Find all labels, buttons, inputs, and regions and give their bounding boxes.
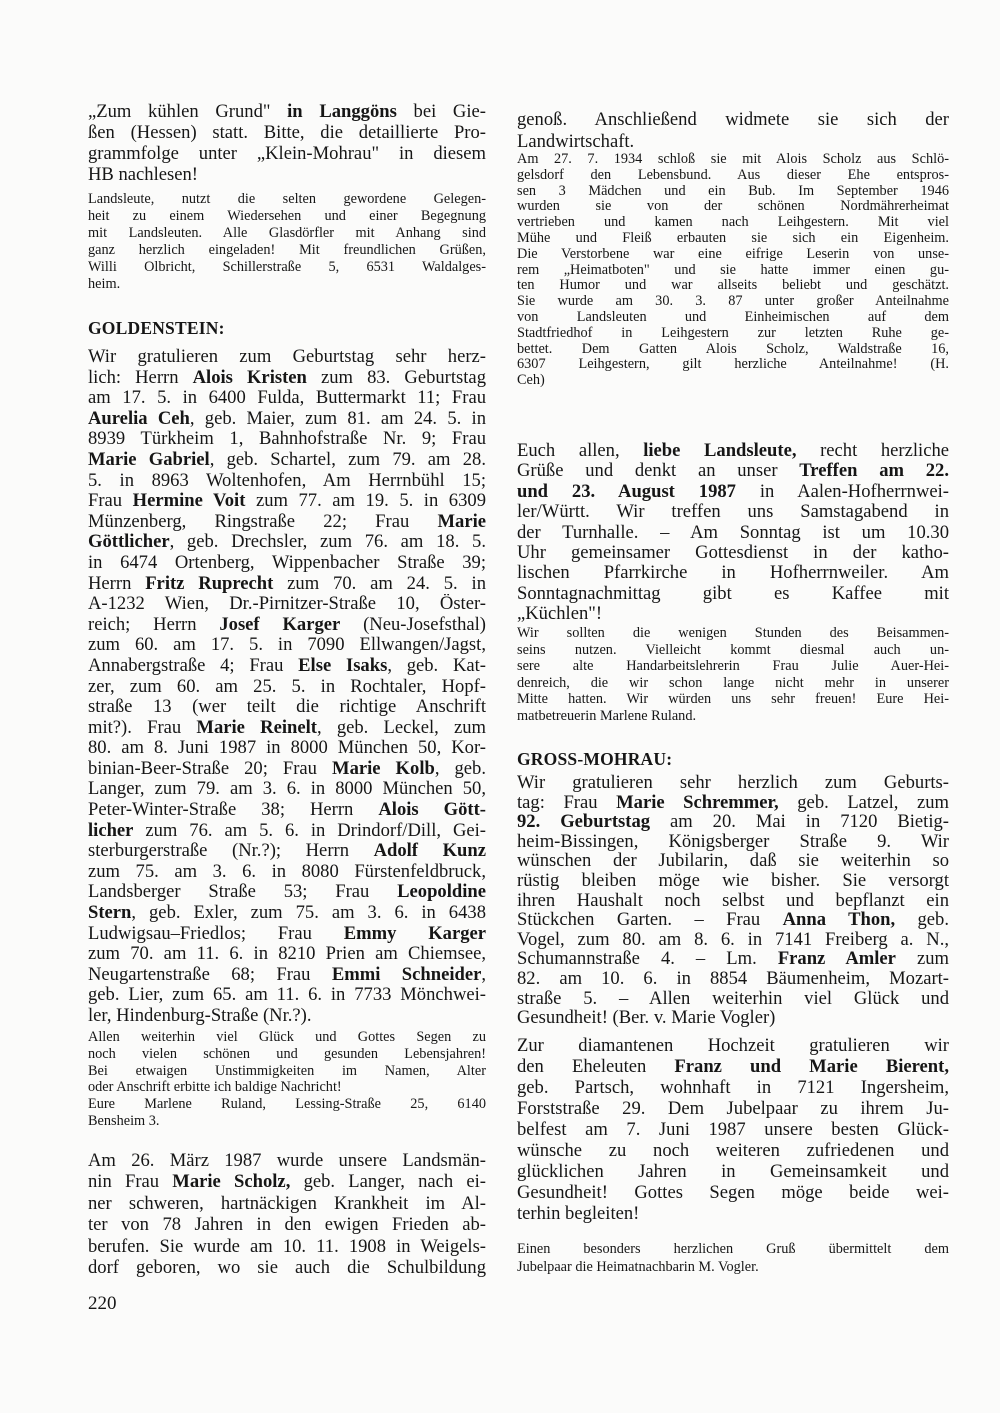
text-line [517, 342, 949, 358]
text-line [88, 347, 486, 368]
text-run: Grüße und denkt an unser [517, 461, 800, 482]
text-run: zum 60. am 17. 5. in 7090 Ellwangen/Jagst, [88, 635, 486, 656]
bold-name: Leopoldine [397, 882, 486, 903]
text-run: Euch allen, [517, 441, 644, 461]
obituary-continuation [517, 109, 949, 152]
text-run: zum 83. Geburtstag [306, 367, 486, 388]
bold-name: und 23. August 1987 [517, 481, 736, 502]
text-run: , geb. Maier, zum 81. am 24. 5. in [189, 408, 486, 429]
text-run: recht herzliche [796, 441, 949, 461]
bold-name: Emmi Schneider [331, 964, 482, 985]
text-run: sen 3 Mädchen und ein Bub. Im September 1946 [517, 183, 949, 199]
text-line [517, 152, 949, 168]
text-line [517, 168, 949, 184]
text-run: ßen (Hessen) statt. Bitte, die detaillierte Pro- [88, 122, 486, 143]
text-run: straße 13 (wer teilt die richtige Anschrift [88, 697, 486, 718]
text-line [88, 532, 486, 553]
text-run: wünschen der Jubilarin, daß sie weiterhin so [517, 851, 949, 871]
text-line [88, 594, 486, 615]
text-line [517, 1119, 949, 1140]
text-run: Landwirtschaft. [517, 130, 635, 152]
bold-name: Marie Schremmer, [616, 792, 779, 813]
bold-name: 92. Geburtstag [517, 812, 651, 832]
text-run: Ceh) [517, 373, 545, 389]
bold-name: in Langgöns [287, 101, 397, 122]
text-run: Sonntagnachmittag gibt es Kaffee mit [517, 583, 949, 604]
bold-name: Alois Gött- [378, 800, 486, 821]
text-run: Gesundheit! Gottes Segen möge beide wei- [517, 1182, 949, 1203]
text-line [517, 543, 949, 563]
text-line [517, 1077, 949, 1098]
bold-name: Emmy Karger [343, 923, 486, 944]
text-run: Bei etwaigen Unstimmigkeiten im Namen, Alter [88, 1062, 486, 1079]
text-line [88, 143, 486, 164]
bold-name: Franz und Marie Bierent, [674, 1056, 949, 1077]
text-line [88, 553, 486, 574]
bold-name: Fritz Ruprecht [145, 573, 274, 594]
text-line [88, 1046, 486, 1063]
text-line [517, 1182, 949, 1203]
text-run: Forststraße 29. Dem Jubelpaar zu ihrem Ju- [517, 1098, 949, 1119]
text-line [88, 800, 486, 821]
text-line [88, 635, 486, 656]
text-line [88, 409, 486, 430]
text-line [88, 903, 486, 924]
text-run: Eure Marlene Ruland, Lessing-Straße 25, 6140 [88, 1096, 486, 1113]
text-run: am 20. Mai in 7120 Bietig- [650, 812, 949, 832]
text-run: sterburgerstraße (Nr.?); Herrn [88, 841, 374, 862]
bold-name: Marie Scholz, [172, 1171, 291, 1193]
text-line [517, 215, 949, 231]
text-run: , geb. Schartel, zum 79. am 28. [209, 449, 486, 470]
bold-name: Anna Thon, [782, 910, 896, 930]
text-line [88, 1236, 486, 1257]
text-line [88, 101, 486, 122]
text-line [517, 832, 949, 852]
text-run: zum 75. am 3. 6. in 8080 Fürstenfeldbruck, [88, 861, 486, 882]
text-run: seins nutzen. Vielleicht kommt diesmal auch un- [517, 641, 949, 658]
text-run: ihren Haushalt noch selbst und bepflanzt ein [517, 890, 949, 911]
text-run: mit Landsleuten. Alle Glasdörfler mit Anhang sind [88, 224, 486, 241]
bold-name: Josef Karger [219, 614, 341, 635]
text-line [88, 242, 486, 259]
text-run: geb. Latzel, zum [778, 792, 949, 813]
text-run: Langer, zum 79. am 3. 6. in 8000 München 50, [88, 779, 486, 800]
text-run: denreich, die wir schon lange nicht mehr in unserer [517, 674, 949, 691]
bold-name: Marie Kolb [332, 758, 435, 779]
text-line [88, 512, 486, 533]
text-run: , geb. Leckel, zum [316, 717, 486, 738]
text-line [517, 184, 949, 200]
meeting-announcement [517, 441, 949, 625]
text-run: zum 76. am 5. 6. in Drindorf/Dill, Gei- [133, 820, 486, 841]
text-line [517, 773, 949, 793]
text-line [517, 109, 949, 131]
bold-name: Treffen am 22. [799, 461, 949, 482]
bold-name: Göttlicher [88, 532, 170, 553]
text-line [88, 164, 486, 185]
text-run: bettet. Dem Gatten Alois Scholz, Waldstraße 16, [517, 341, 949, 357]
text-line [517, 231, 949, 247]
text-run: Jubelpaar die Heimatnachbarin M. Vogler. [517, 1258, 759, 1275]
text-run: dorf geboren, wo sie auch die Schulbildung [88, 1257, 486, 1279]
text-line [517, 502, 949, 522]
text-run: ler/Württ. Wir treffen uns Samstagabend in [517, 502, 949, 523]
text-run: 5. in 8963 Woltenhofen, Am Herrnbühl 15; [88, 470, 486, 491]
text-run: Annabergstraße 4; Frau [88, 655, 299, 676]
text-line [517, 373, 949, 389]
bold-name: Marie Reinelt [196, 717, 317, 738]
text-line [517, 642, 949, 659]
text-run: „Küchlen"! [517, 604, 603, 625]
text-line [517, 812, 949, 832]
text-line [88, 1214, 486, 1235]
text-run: Wir sollten die wenigen Stunden des Beisammen- [517, 625, 949, 641]
text-line [517, 1098, 949, 1119]
section-heading-gross-mohrau: GROSS-MOHRAU: [517, 749, 673, 769]
text-line [88, 1029, 486, 1046]
text-line [88, 450, 486, 471]
bold-name: Hermine Voit [132, 491, 246, 512]
text-line [88, 1079, 486, 1096]
text-run: den Eheleuten [517, 1056, 675, 1077]
text-run: Zur diamantenen Hochzeit gratulieren wir [517, 1035, 949, 1056]
text-line [88, 924, 486, 945]
text-line [88, 677, 486, 698]
text-line [517, 604, 949, 624]
text-run: rüstig bleiben möge wie bisher. Sie versorgt [517, 870, 949, 891]
text-line [517, 563, 949, 583]
text-run: ten Humor und war allseits beliebt und geschätzt. [517, 278, 949, 294]
text-line [517, 969, 949, 989]
text-run: Vogel, zum 80. am 8. 6. in 7141 Freiberg a. N., [517, 929, 949, 950]
text-run: zum 77. am 19. 5. in 6309 [245, 491, 486, 512]
bold-name: Marie [437, 511, 486, 532]
text-line [88, 1171, 486, 1192]
text-run: rem „Heimatboten" und sie hatte immer einen gu- [517, 262, 949, 278]
text-run: grammfolge unter „Klein-Mohrau" in diesem [88, 143, 486, 164]
text-line [517, 278, 949, 294]
invitation-note [88, 191, 486, 292]
text-line [88, 862, 486, 883]
text-line [517, 930, 949, 950]
text-run: heit zu einem Wiedersehen und einer Begegnung [88, 207, 486, 224]
text-run: Neugartenstraße 68; Frau [88, 964, 332, 985]
text-run: Bensheim 3. [88, 1112, 160, 1129]
text-run: noch vielen schönen und gesunden Lebensjahren! [88, 1045, 486, 1062]
text-run: reich; Herrn [88, 614, 220, 635]
text-run: wünsche zu noch weiteren zufriedenen und [517, 1140, 949, 1161]
text-line [517, 1203, 949, 1224]
text-run: geb. Langer, nach ei- [290, 1171, 486, 1193]
bold-name: Franz Amler [777, 949, 896, 969]
text-line [517, 247, 949, 263]
text-run: Stückchen Garten. – Frau [517, 910, 783, 930]
text-run: terhin begleiten! [517, 1203, 640, 1224]
text-run: in Aalen-Hofherrnwei- [735, 481, 949, 502]
text-run: Schumannstraße 4. – Lm. [517, 949, 778, 969]
text-line [517, 1056, 949, 1077]
text-run: Landsleute, nutzt die selten gewordene Gelegen- [88, 191, 486, 207]
bold-name: Marie Gabriel [88, 449, 210, 470]
text-run: matbetreuerin Marlene Ruland. [517, 707, 697, 724]
text-line [88, 944, 486, 965]
birthday-list-gross-mohrau [517, 773, 949, 1028]
text-line [88, 1096, 486, 1113]
text-line [517, 523, 949, 543]
text-run: Mühe und Fleiß erbauten sie sich ein Eigenheim. [517, 230, 949, 246]
text-line [88, 1193, 486, 1214]
text-run: bei Gie- [396, 101, 486, 122]
text-run: A-1232 Wien, Dr.-Pirnitzer-Straße 10, Öster- [88, 594, 486, 615]
text-run: „Zum kühlen Grund" [88, 101, 288, 122]
text-run: vertrieben und kamen nach Leihgestern. Mit viel [517, 215, 949, 231]
bold-name: licher [88, 820, 134, 841]
text-run: Gesundheit! (Ber. v. Marie Vogler) [517, 1008, 776, 1028]
text-line [517, 891, 949, 911]
text-run: , [481, 964, 486, 985]
text-run: ter von 78 Jahren in den ewigen Frieden ab- [88, 1214, 486, 1236]
text-run: gelsdorf den Lebensbund. Aus dieser Ehe entspros- [517, 167, 949, 183]
text-line [88, 429, 486, 450]
text-line [517, 675, 949, 692]
text-line [88, 191, 486, 208]
text-run: straße 5. – Allen weiterhin viel Glück und [517, 988, 949, 1009]
text-run: ner schweren, hartnäckigen Krankheit im Al- [88, 1192, 486, 1214]
text-line [517, 949, 949, 969]
text-line [88, 1257, 486, 1278]
text-line [517, 910, 949, 930]
text-run: Uhr gemeinsamer Gottesdienst in der katho- [517, 543, 949, 564]
text-run: nin Frau [88, 1171, 173, 1193]
text-run: , geb. Exler, zum 75. am 3. 6. in 6438 [131, 903, 486, 924]
text-run: ler, Hindenburg-Straße (Nr.?). [88, 1006, 312, 1026]
text-line [88, 368, 486, 389]
text-line [517, 1008, 949, 1028]
text-line [517, 199, 949, 215]
page-number: 220 [88, 1293, 117, 1314]
text-line [88, 821, 486, 842]
text-line [517, 1241, 949, 1259]
text-run: Am 27. 7. 1934 schloß sie mit Alois Scholz aus Schlö- [517, 152, 949, 167]
text-run: belfest am 7. Juni 1987 unsere besten Glück- [517, 1119, 949, 1140]
text-line [88, 738, 486, 759]
text-run: sere alte Handarbeitslehrerin Frau Julie Auer-Hei- [517, 658, 949, 675]
obituary-details [517, 152, 949, 389]
bold-name: Adolf Kunz [373, 841, 486, 862]
text-run: Ludwigsau–Friedlos; Frau [88, 923, 344, 944]
text-line [88, 208, 486, 225]
text-run: Allen weiterhin viel Glück und Gottes Segen zu [88, 1029, 486, 1045]
bold-name: Else Isaks [298, 655, 388, 676]
meeting-note [517, 625, 949, 725]
anniversary-note [517, 1241, 949, 1276]
text-line [88, 965, 486, 986]
text-run: , geb. Kat- [387, 655, 486, 676]
text-run: Am 26. März 1987 wurde unsere Landsmän- [88, 1150, 486, 1171]
text-line [88, 697, 486, 718]
text-line [88, 985, 486, 1006]
text-run: berufen. Sie wurde am 10. 11. 1908 in Weigels- [88, 1235, 486, 1257]
text-line [517, 357, 949, 373]
text-line [517, 294, 949, 310]
text-run: HB nachlesen! [88, 164, 198, 185]
text-line [517, 691, 949, 708]
closing-note-goldenstein [88, 1029, 486, 1130]
text-line [88, 259, 486, 276]
text-line [517, 131, 949, 153]
text-run: Einen besonders herzlichen Gruß übermittelt dem [517, 1241, 949, 1257]
text-run: geb. Partsch, wohnhaft in 7121 Ingersheim, [517, 1077, 949, 1098]
text-run: , geb. Drechsler, zum 76. am 18. 5. [169, 532, 486, 553]
text-line [517, 482, 949, 502]
text-line [88, 388, 486, 409]
text-run: zer, zum 60. am 25. 5. in Rochtaler, Hopf- [88, 676, 486, 697]
text-run: wurden sie von der schönen Nordmährerheimat [517, 199, 949, 215]
text-run: , geb. [434, 758, 486, 779]
text-line [517, 708, 949, 725]
text-run: in 6474 Ortenberg, Wippenbacher Straße 39; [88, 552, 486, 573]
text-line [88, 779, 486, 800]
text-line [88, 574, 486, 595]
text-line [517, 658, 949, 675]
bold-name: Stern [88, 903, 132, 924]
bold-name: liebe Landsleute, [643, 441, 797, 461]
text-run: glücklichen Jahren in Gemeinsamkeit und [517, 1161, 949, 1182]
text-line [517, 851, 949, 871]
text-line [517, 310, 949, 326]
intro-paragraph [88, 101, 486, 185]
text-run: lischen Pfarrkirche in Hofherrnweiler. Am [517, 563, 949, 584]
text-run: mit?). Frau [88, 717, 197, 738]
text-run: 6307 Leihgestern, gilt herzliche Anteilnahme! (H. [517, 357, 949, 373]
text-run: der Turnhalle. – Am Sonntag ist um 10.30 [517, 522, 949, 543]
text-run: Herrn [88, 573, 146, 594]
text-line [517, 1140, 949, 1161]
text-line [517, 326, 949, 342]
text-run: geb. Lier, zum 65. am 11. 6. in 7733 Mönchwei- [88, 985, 486, 1006]
text-line [88, 1150, 486, 1171]
text-run: heim. [88, 275, 121, 292]
bold-name: Alois Kristen [192, 367, 307, 388]
text-run: 80. am 8. Juni 1987 in 8000 München 50, Kor- [88, 738, 486, 759]
text-line [517, 793, 949, 813]
text-run: heim-Bissingen, Königsberger Straße 9. Wir [517, 831, 949, 852]
text-line [88, 882, 486, 903]
text-run: von Landsleuten und Einheimischen auf dem [517, 309, 949, 325]
text-line [517, 625, 949, 642]
bold-name: Aurelia Ceh [88, 408, 190, 429]
text-run: Landsberger Straße 53; Frau [88, 882, 398, 903]
text-run: Wir gratulieren zum Geburtstag sehr herz- [88, 347, 486, 367]
text-run: binian-Beer-Straße 20; Frau [88, 758, 333, 779]
text-run: Wir gratulieren sehr herzlich zum Geburts- [517, 773, 949, 793]
text-run: ganz herzlich eingeladen! Mit freundlichen Grüßen, [88, 241, 486, 258]
text-line [88, 841, 486, 862]
text-line [88, 491, 486, 512]
text-line [88, 1063, 486, 1080]
text-run: Stadtfriedhof in Leihgestern zur letzten Ruhe ge- [517, 325, 949, 341]
text-run: Frau [88, 491, 133, 512]
text-line [88, 718, 486, 739]
text-run: zum 70. am 24. 5. in [273, 573, 486, 594]
text-run: genoß. Anschließend widmete sie sich der [517, 109, 949, 130]
text-line [88, 656, 486, 677]
text-run: oder Anschrift erbitte ich baldige Nachricht! [88, 1079, 342, 1096]
text-run: 82. am 10. 6. in 8854 Bäumenheim, Mozart- [517, 968, 949, 989]
text-run: zum [895, 949, 949, 969]
anniversary-paragraph [517, 1035, 949, 1224]
text-run: Willi Olbricht, Schillerstraße 5, 6531 Waldalges- [88, 258, 486, 275]
text-line [88, 122, 486, 143]
text-line [517, 584, 949, 604]
text-run: 8939 Türkheim 1, Bahnhofstraße Nr. 9; Frau [88, 429, 486, 450]
text-line [88, 615, 486, 636]
text-line [88, 759, 486, 780]
text-run: Die Verstorbene war eine eifrige Leserin von unse- [517, 246, 949, 262]
text-line [88, 471, 486, 492]
text-line [517, 1035, 949, 1056]
text-line [517, 263, 949, 279]
text-run: zum 70. am 11. 6. in 8210 Prien am Chiemsee, [88, 944, 486, 965]
text-run: Münzenberg, Ringstraße 22; Frau [88, 511, 438, 532]
text-line [517, 461, 949, 481]
obituary-paragraph [88, 1150, 486, 1278]
text-line [88, 1113, 486, 1130]
text-run: Mitte hatten. Wir würden uns sehr freuen! Eure Hei- [517, 691, 949, 708]
text-line [517, 441, 949, 461]
text-run: Sie wurde am 30. 3. 87 unter großer Anteilnahme [517, 294, 949, 310]
text-line [88, 276, 486, 293]
text-line [517, 871, 949, 891]
text-run: Peter-Winter-Straße 38; Herrn [88, 800, 379, 821]
text-line [517, 1161, 949, 1182]
text-line [517, 1259, 949, 1277]
text-run: am 17. 5. in 6400 Fulda, Buttermarkt 11; Frau [88, 388, 486, 409]
text-line [88, 225, 486, 242]
text-run: geb. [895, 910, 949, 930]
section-heading-goldenstein: GOLDENSTEIN: [88, 318, 225, 338]
birthday-list-goldenstein [88, 347, 486, 1027]
text-run: tag: Frau [517, 792, 617, 813]
text-run: lich: Herrn [88, 367, 193, 388]
text-run: (Neu-Josefsthal) [340, 614, 486, 635]
text-line [88, 1006, 486, 1027]
text-line [517, 989, 949, 1009]
